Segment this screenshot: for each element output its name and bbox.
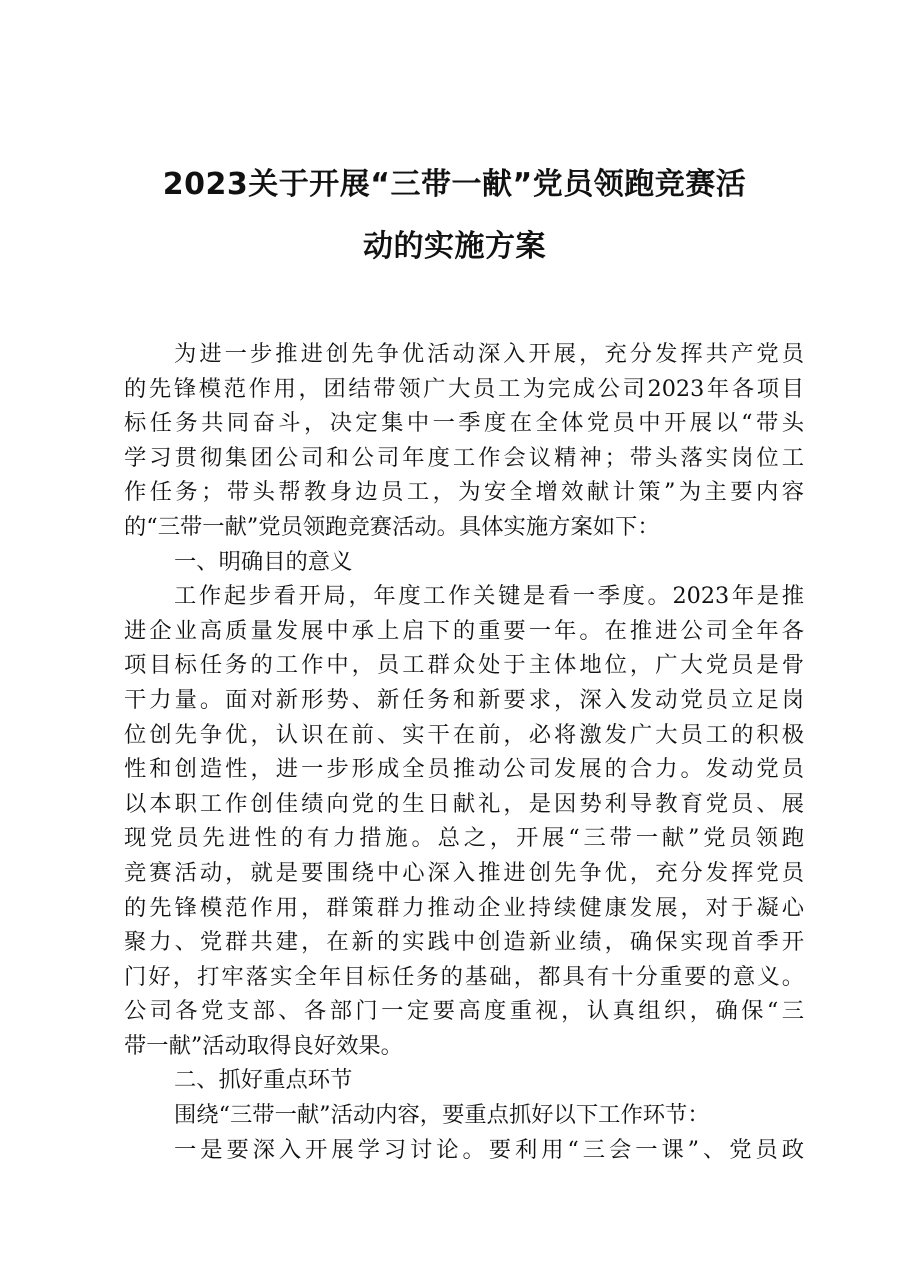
text-line: 聚力、党群共建，在新的实践中创造新业绩，确保实现首季开 (124, 929, 804, 956)
text-line: 项目标任务的工作中，员工群众处于主体地位，广大党员是骨 (124, 652, 804, 679)
text-line: 工作起步看开局，年度工作关键是看一季度。2023年是推 (174, 583, 804, 610)
document-title-line-1: 2023关于开展“三带一献”党员领跑竞赛活 (162, 167, 747, 202)
text-line: 学习贯彻集团公司和公司年度工作会议精神；带头落实岗位工 (124, 444, 804, 471)
text-line: 以本职工作创佳绩向党的生日献礼，是因势利导教育党员、展 (124, 790, 804, 817)
text-line: 二、抓好重点环节 (174, 1067, 353, 1094)
text-line: 干力量。面对新形势、新任务和新要求，深入发动党员立足岗 (124, 686, 804, 713)
text-line: 的先锋模范作用，团结带领广大员工为完成公司2023年各项目 (124, 375, 804, 402)
text-line: 门好，打牢落实全年目标任务的基础，都具有十分重要的意义。 (124, 963, 804, 990)
text-line: 的先锋模范作用，群策群力推动企业持续健康发展，对于凝心 (124, 894, 804, 921)
text-line: 进企业高质量发展中承上启下的重要一年。在推进公司全年各 (124, 617, 804, 644)
text-line: 竞赛活动，就是要围绕中心深入推进创先争优，充分发挥党员 (124, 859, 804, 886)
text-line: 的“三带一献”党员领跑竞赛活动。具体实施方案如下： (124, 513, 660, 540)
document-title-line-2: 动的实施方案 (363, 229, 546, 264)
text-line: 位创先争优，认识在前、实干在前，必将激发广大员工的积极 (124, 721, 804, 748)
text-line: 现党员先进性的有力措施。总之，开展“三带一献”党员领跑 (124, 825, 804, 852)
text-line: 带一献”活动取得良好效果。 (124, 1032, 403, 1059)
text-line: 一、明确目的意义 (174, 548, 353, 575)
text-line: 性和创造性，进一步形成全员推动公司发展的合力。发动党员 (124, 756, 804, 783)
text-line: 围绕“三带一献”活动内容，要重点抓好以下工作环节： (174, 1102, 710, 1129)
text-line: 为进一步推进创先争优活动深入开展，充分发挥共产党员 (174, 341, 804, 367)
text-line: 标任务共同奋斗，决定集中一季度在全体党员中开展以“带头 (124, 410, 804, 437)
text-line: 公司各党支部、各部门一定要高度重视，认真组织，确保“三 (124, 998, 804, 1025)
text-line: 作任务；带头帮教身边员工，为安全增效献计策”为主要内容 (124, 479, 804, 506)
document-body (124, 337, 804, 1167)
text-line: 一是要深入开展学习讨论。要利用“三会一课”、党员政 (174, 1136, 804, 1163)
